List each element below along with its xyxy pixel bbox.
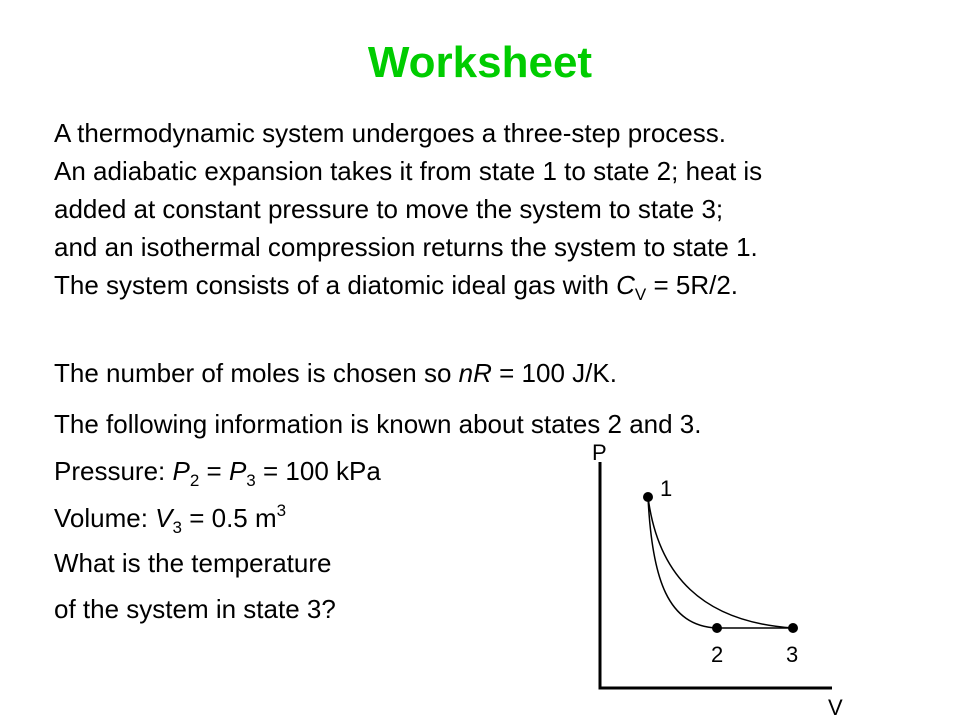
subscript: 3: [172, 518, 182, 537]
text-fragment: = 5R/2.: [646, 270, 739, 300]
subscript: 2: [189, 471, 200, 490]
nr-symbol: nR: [458, 358, 492, 388]
cv-symbol: C: [616, 270, 635, 300]
pressure-symbol: P: [228, 456, 247, 486]
text-fragment: =: [199, 456, 229, 486]
cv-subscript: V: [634, 285, 647, 304]
question-line: What is the temperature: [54, 548, 332, 578]
adiabat-curve: [648, 497, 717, 628]
statement-line-heat-capacity: [54, 266, 934, 304]
question-line: of the system in state 3?: [54, 594, 336, 624]
state-3-label: 3: [786, 642, 799, 667]
state-2-point: [712, 623, 722, 633]
text-fragment: Pressure:: [54, 456, 173, 486]
volume-line: [54, 501, 287, 537]
text-fragment: Volume:: [54, 503, 156, 533]
state-2-label: 2: [711, 642, 724, 667]
state-1-label: 1: [660, 476, 673, 501]
x-axis-label: V: [828, 695, 843, 720]
pressure-symbol: P: [172, 456, 190, 486]
moles-line: [54, 358, 617, 388]
text-fragment: The number of moles is chosen so: [54, 358, 459, 388]
isotherm-curve: [648, 497, 793, 628]
volume-value: = 0.5 m: [181, 503, 277, 533]
page-title: Worksheet: [367, 38, 593, 87]
volume-symbol: V: [155, 503, 173, 533]
y-axis-label: P: [592, 440, 607, 465]
pressure-value: = 100 kPa: [255, 456, 381, 486]
state-3-point: [788, 623, 798, 633]
statement-line: A thermodynamic system undergoes a three-step process.: [54, 118, 726, 148]
statement-line: added at constant pressure to move the system to state 3;: [54, 194, 724, 224]
text-fragment: = 100 J/K.: [491, 358, 617, 388]
statement-line: and an isothermal compression returns the system to state 1.: [54, 232, 758, 262]
statement-line: An adiabatic expansion takes it from state 1 to state 2; heat is: [54, 156, 763, 186]
text-fragment: The system consists of a diatomic ideal gas with: [54, 270, 617, 300]
subscript: 3: [246, 471, 256, 490]
pressure-line: [54, 456, 381, 490]
pv-diagram: [570, 440, 860, 720]
known-info-line: The following information is known about states 2 and 3.: [54, 409, 702, 439]
state-1-point: [643, 492, 653, 502]
superscript: 3: [276, 501, 287, 520]
problem-statement: [54, 114, 934, 304]
